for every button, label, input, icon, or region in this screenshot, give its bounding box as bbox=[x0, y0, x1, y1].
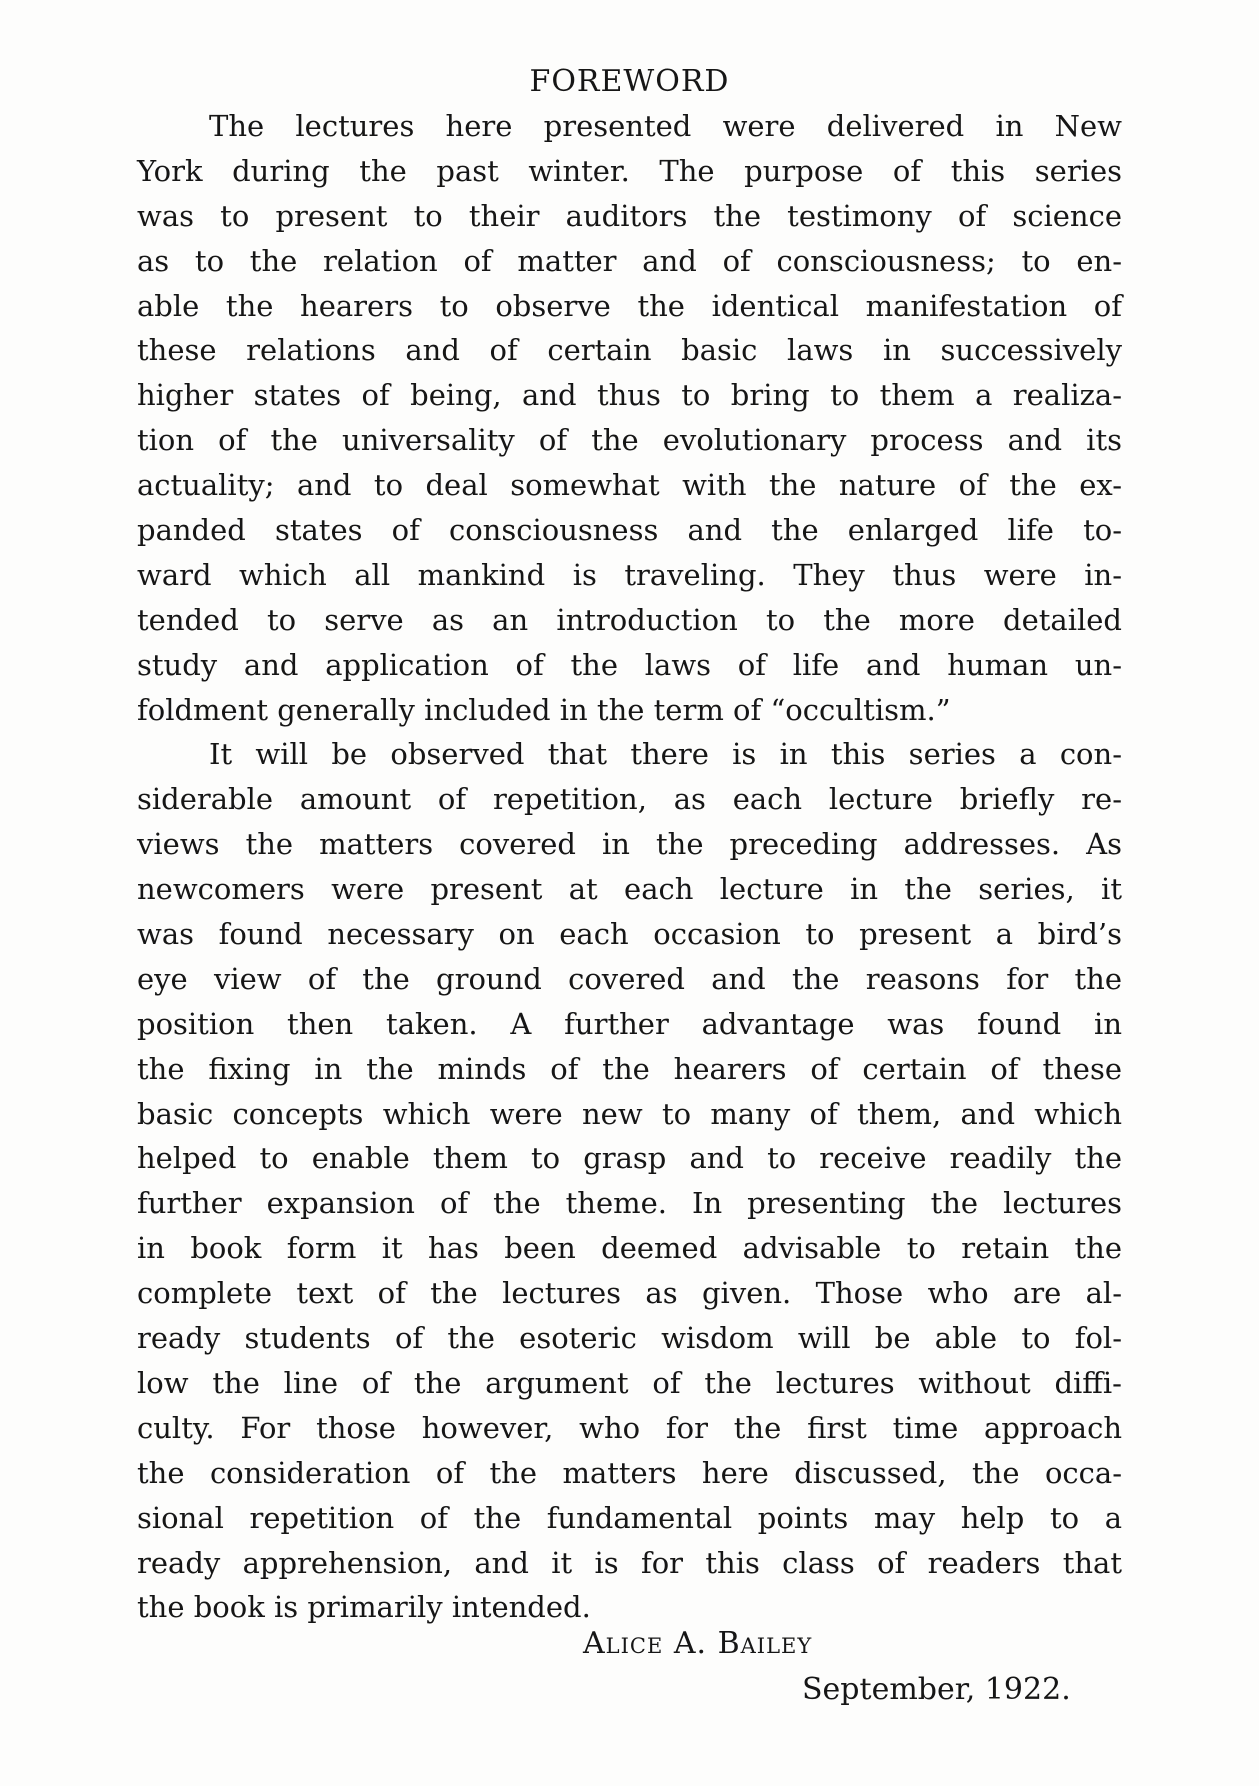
text-line: It will be observed that there is in this series a con- bbox=[209, 737, 1122, 772]
text-line: helped to enable them to grasp and to receive readily the bbox=[137, 1141, 1122, 1176]
text-line: was to present to their auditors the testimony of science bbox=[137, 198, 1122, 233]
text-line: ready apprehension, and it is for this class of readers that bbox=[137, 1545, 1122, 1580]
paragraph-1 bbox=[137, 104, 1122, 732]
text-line: ward which all mankind is traveling. They thus were in- bbox=[137, 557, 1122, 592]
text-line: further expansion of the theme. In presenting the lectures bbox=[137, 1186, 1122, 1221]
text-line: the book is primarily intended. bbox=[137, 1590, 591, 1625]
text-line: the consideration of the matters here discussed, the occa- bbox=[137, 1455, 1122, 1490]
text-line: tended to serve as an introduction to the more detailed bbox=[137, 602, 1122, 637]
text-line: panded states of consciousness and the enlarged life to- bbox=[137, 513, 1122, 548]
text-line: ready students of the esoteric wisdom will be able to fol- bbox=[137, 1321, 1122, 1356]
text-line: culty. For those however, who for the first time approach bbox=[137, 1410, 1122, 1445]
text-line: position then taken. A further advantage was found in bbox=[137, 1006, 1122, 1041]
text-line: tion of the universality of the evolutionary process and its bbox=[137, 423, 1122, 458]
text-line: views the matters covered in the preceding addresses. As bbox=[137, 827, 1122, 862]
text-line: as to the relation of matter and of consciousness; to en- bbox=[137, 243, 1122, 278]
text-line: low the line of the argument of the lectures without diffi- bbox=[137, 1365, 1122, 1400]
text-line: newcomers were present at each lecture in the series, it bbox=[137, 872, 1122, 907]
text-line: these relations and of certain basic laws in successively bbox=[137, 333, 1122, 368]
text-line: York during the past winter. The purpose of this series bbox=[137, 153, 1122, 188]
text-line: study and application of the laws of life and human un- bbox=[137, 647, 1122, 682]
text-line: foldment generally included in the term of “occultism.” bbox=[137, 692, 951, 727]
text-line: was found necessary on each occasion to present a bird’s bbox=[137, 917, 1122, 952]
date-line: September, 1922. bbox=[802, 1672, 1071, 1707]
text-line: actuality; and to deal somewhat with the nature of the ex- bbox=[137, 468, 1122, 503]
foreword-body bbox=[137, 60, 1122, 1630]
text-line: The lectures here presented were delivered in New bbox=[209, 109, 1122, 143]
text-line: higher states of being, and thus to bring to them a realiza- bbox=[137, 378, 1122, 413]
text-line: in book form it has been deemed advisable to retain the bbox=[137, 1231, 1122, 1266]
author-signature: Alice A. Bailey bbox=[583, 1626, 813, 1661]
text-line: eye view of the ground covered and the reasons for the bbox=[137, 961, 1122, 996]
text-line: complete text of the lectures as given. Those who are al- bbox=[137, 1276, 1122, 1311]
text-line: basic concepts which were new to many of them, and which bbox=[137, 1096, 1122, 1131]
page-title: FOREWORD bbox=[529, 64, 730, 99]
text-line: siderable amount of repetition, as each lecture briefly re- bbox=[137, 782, 1122, 817]
paragraph-2 bbox=[137, 732, 1122, 1630]
text-line: sional repetition of the fundamental points may help to a bbox=[137, 1500, 1122, 1535]
text-line: able the hearers to observe the identical manifestation of bbox=[137, 288, 1122, 323]
text-line: the fixing in the minds of the hearers of certain of these bbox=[137, 1051, 1122, 1086]
